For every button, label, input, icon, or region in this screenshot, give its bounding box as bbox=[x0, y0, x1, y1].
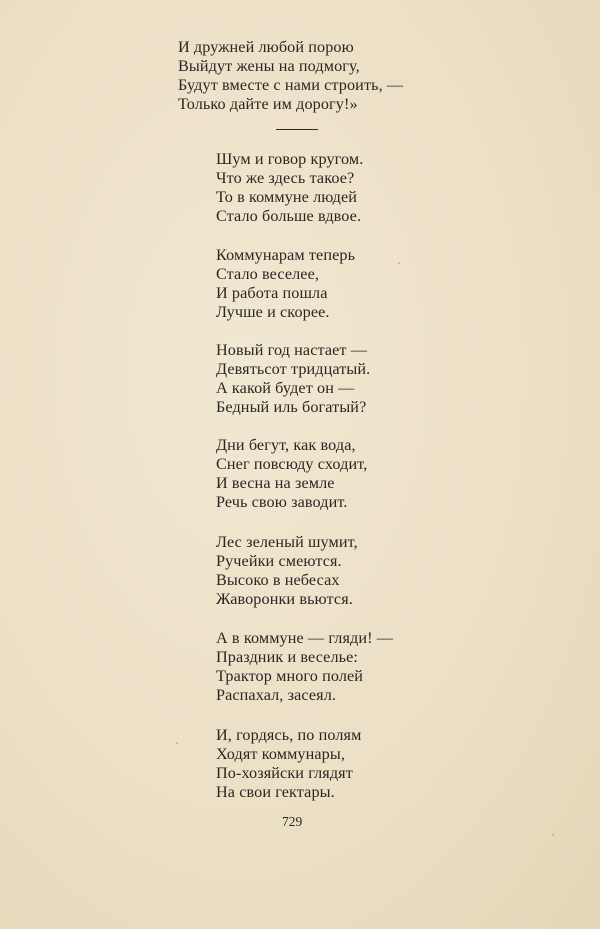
intro-stanza bbox=[178, 38, 403, 114]
poem-line: Жаворонки вьются. bbox=[216, 590, 353, 608]
poem-line: Будут вместе с нами строить, — bbox=[178, 76, 404, 94]
poem-line: Речь свою заводит. bbox=[216, 493, 348, 511]
poem-line: То в коммуне людей bbox=[216, 188, 358, 206]
section-divider bbox=[276, 129, 318, 130]
poem-line: Только дайте им дорогу!» bbox=[178, 95, 358, 113]
stanza-2 bbox=[216, 246, 355, 322]
poem-line: И весна на земле bbox=[216, 474, 335, 492]
poem-line: Лес зеленый шумит, bbox=[216, 533, 358, 551]
poem-line: Лучше и скорее. bbox=[216, 303, 330, 321]
stanza-4 bbox=[216, 436, 367, 512]
stanza-7 bbox=[216, 726, 361, 802]
poem-line: Высоко в небесах bbox=[216, 571, 340, 589]
poem-line: А какой будет он — bbox=[216, 379, 355, 397]
paper-speck bbox=[552, 834, 554, 836]
poem-line: Бедный иль богатый? bbox=[216, 398, 367, 416]
poem-line: Дни бегут, как вода, bbox=[216, 436, 356, 454]
poem-line: Ходят коммунары, bbox=[216, 745, 345, 763]
poem-line: Шум и говор кругом. bbox=[216, 150, 364, 168]
poem-line: Снег повсюду сходит, bbox=[216, 455, 368, 473]
poem-line: Ручейки смеются. bbox=[216, 552, 342, 570]
poem-line: Что же здесь такое? bbox=[216, 169, 355, 187]
paper-speck bbox=[176, 742, 178, 744]
poem-line: И, гордясь, по полям bbox=[216, 726, 362, 744]
stanza-5 bbox=[216, 533, 358, 609]
poem-line: Новый год настает — bbox=[216, 341, 368, 359]
poem-line: Коммунарам теперь bbox=[216, 246, 356, 264]
poem-line: Трактор много полей bbox=[216, 667, 364, 685]
poem-line: Стало больше вдвое. bbox=[216, 207, 362, 225]
poem-line: Праздник и веселье: bbox=[216, 648, 358, 666]
paper-speck bbox=[398, 262, 400, 264]
stanza-3 bbox=[216, 341, 370, 417]
poem-line: И работа пошла bbox=[216, 284, 328, 302]
poem-line: Распахал, засеял. bbox=[216, 686, 337, 704]
poem-line: А в коммуне — гляди! — bbox=[216, 629, 394, 647]
poem-line: Выйдут жены на подмогу, bbox=[178, 57, 360, 75]
poem-line: На свои гектары. bbox=[216, 783, 335, 801]
poem-line: И дружней любой порою bbox=[178, 38, 354, 56]
stanza-1 bbox=[216, 150, 363, 226]
poem-line: По-хозяйски глядят bbox=[216, 764, 353, 782]
poem-line: Девятьсот тридцатый. bbox=[216, 360, 371, 378]
page-number: 729 bbox=[282, 814, 303, 829]
stanza-6 bbox=[216, 629, 393, 705]
poem-line: Стало веселее, bbox=[216, 265, 319, 283]
